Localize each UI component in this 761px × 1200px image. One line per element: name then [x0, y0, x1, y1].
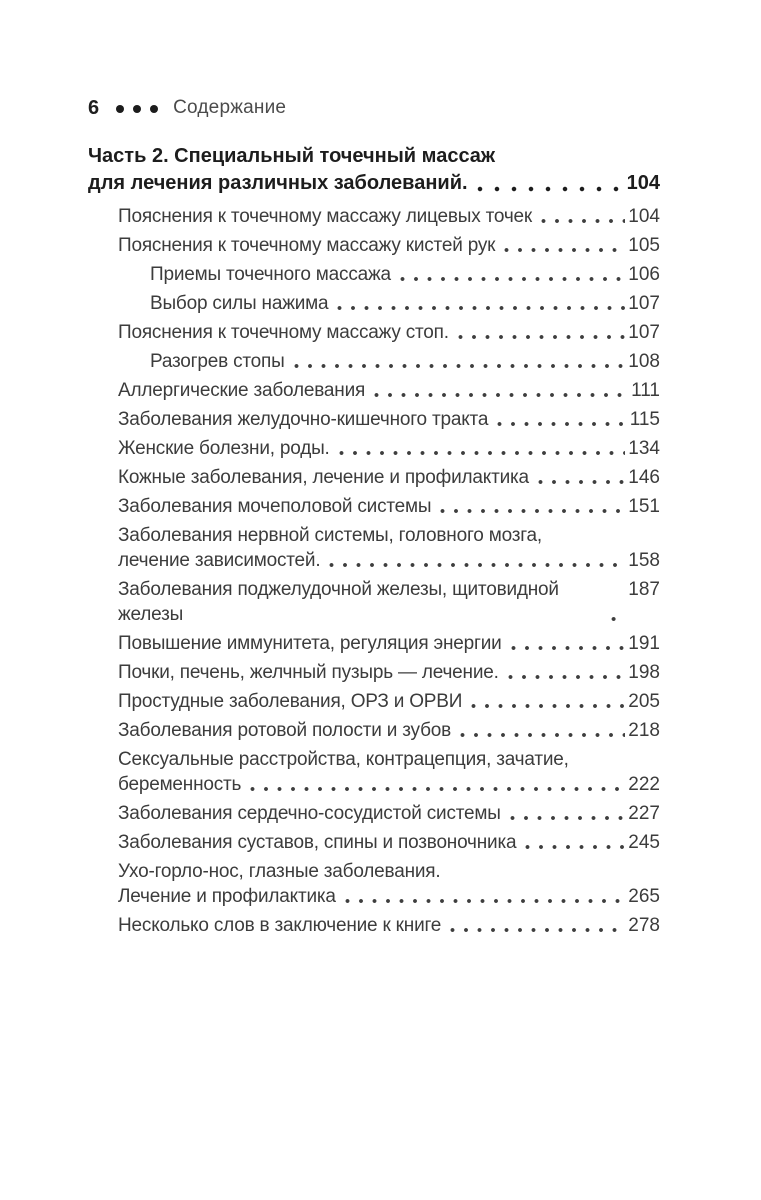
- entry-page-number: 107: [628, 322, 660, 343]
- dot-leader: [339, 450, 626, 456]
- entry-title: Разогрев стопы: [150, 351, 285, 372]
- entry-title: Несколько слов в заключение к книге: [118, 915, 442, 936]
- three-dots-ornament-icon: [116, 105, 158, 113]
- entry-title: беременность: [118, 774, 242, 795]
- toc-entry: [88, 830, 660, 855]
- toc-entry: [88, 436, 660, 461]
- entry-page-number: 218: [628, 720, 660, 741]
- running-head: [88, 95, 660, 121]
- dot-leader: [541, 218, 625, 224]
- entry-title: Заболевания нервной системы, головного мозга,: [118, 525, 542, 546]
- entry-title: Пояснения к точечному массажу кистей рук: [118, 235, 496, 256]
- dot-leader: [504, 247, 625, 253]
- entry-page-number: 278: [628, 915, 660, 936]
- running-title: Содержание: [173, 97, 287, 118]
- entry-title: Заболевания поджелудочной железы, щитовидной железы: [118, 579, 559, 625]
- dot-leader: [458, 334, 625, 340]
- entry-page-number: 158: [628, 550, 660, 571]
- entry-page-number: 104: [628, 206, 660, 227]
- toc-entry: [88, 689, 660, 714]
- entry-page-number: 108: [628, 351, 660, 372]
- entry-title: Заболевания сердечно-сосудистой системы: [118, 803, 501, 824]
- entry-title: Кожные заболевания, лечение и профилактика: [118, 467, 529, 488]
- dot-leader: [477, 186, 624, 192]
- toc-entry: [88, 631, 660, 656]
- dot-leader: [525, 844, 625, 850]
- toc-entry: [88, 494, 660, 519]
- entry-page-number: 198: [628, 662, 660, 683]
- dot-leader: [345, 898, 626, 904]
- toc-entry: [88, 320, 660, 345]
- table-of-contents: [88, 143, 660, 938]
- entry-title: Повышение иммунитета, регуляция энергии: [118, 633, 502, 654]
- toc-entry: [88, 204, 660, 229]
- dot-leader: [450, 927, 625, 933]
- entry-title: Приемы точечного массажа: [150, 264, 391, 285]
- entry-page-number: 107: [628, 293, 660, 314]
- toc-entry: [88, 291, 660, 316]
- dot-leader: [471, 703, 625, 709]
- toc-entry: [88, 577, 660, 627]
- toc-entry: [88, 859, 660, 909]
- entry-title: Сексуальные расстройства, контрацепция, зачатие,: [118, 749, 569, 770]
- entry-title: Ухо-горло-нос, глазные заболевания.: [118, 861, 441, 882]
- entry-page-number: 111: [631, 380, 660, 401]
- entry-title: Аллергические заболевания: [118, 380, 366, 401]
- toc-entry-list: [88, 204, 660, 938]
- toc-entry: [88, 913, 660, 938]
- entry-title: Выбор силы нажима: [150, 293, 329, 314]
- entry-title: Женские болезни, роды.: [118, 438, 330, 459]
- entry-title: Пояснения к точечному массажу стоп.: [118, 322, 449, 343]
- entry-page-number: 205: [628, 691, 660, 712]
- entry-title: Простудные заболевания, ОРЗ и ОРВИ: [118, 691, 463, 712]
- dot-leader: [329, 562, 625, 568]
- toc-entry: [88, 718, 660, 743]
- dot-leader: [511, 645, 626, 651]
- entry-title: Заболевания суставов, спины и позвоночника: [118, 832, 517, 853]
- entry-title: Лечение и профилактика: [118, 886, 336, 907]
- entry-page-number: 245: [628, 832, 660, 853]
- entry-title: Заболевания желудочно-кишечного тракта: [118, 409, 489, 430]
- toc-entry: [88, 465, 660, 490]
- dot-leader: [400, 276, 625, 282]
- entry-title: Заболевания мочеполовой системы: [118, 496, 432, 517]
- toc-entry: [88, 407, 660, 432]
- toc-entry: [88, 378, 660, 403]
- dot-leader: [497, 421, 626, 427]
- entry-page-number: 146: [628, 467, 660, 488]
- entry-page-number: 105: [628, 235, 660, 256]
- toc-entry: [88, 349, 660, 374]
- dot-leader: [460, 732, 625, 738]
- toc-entry: [88, 801, 660, 826]
- entry-title: лечение зависимостей.: [118, 550, 321, 571]
- entry-page-number: 191: [628, 633, 660, 654]
- toc-entry: [88, 747, 660, 797]
- entry-page-number: 187: [628, 579, 660, 600]
- dot-leader: [510, 815, 626, 821]
- entry-page-number: 115: [629, 409, 660, 430]
- dot-leader: [294, 363, 626, 369]
- entry-title: Заболевания ротовой полости и зубов: [118, 720, 452, 741]
- dot-leader: [508, 674, 626, 680]
- dot-leader: [611, 616, 625, 622]
- entry-page-number: 227: [628, 803, 660, 824]
- part-heading-page-number: 104: [626, 172, 660, 194]
- part-heading-line1: Часть 2. Специальный точечный массаж: [88, 145, 496, 167]
- dot-leader: [538, 479, 625, 485]
- entry-title: Почки, печень, желчный пузырь — лечение.: [118, 662, 499, 683]
- entry-page-number: 265: [628, 886, 660, 907]
- entry-title: Пояснения к точечному массажу лицевых точек: [118, 206, 533, 227]
- entry-page-number: 222: [628, 774, 660, 795]
- toc-entry: [88, 233, 660, 258]
- entry-page-number: 134: [628, 438, 660, 459]
- entry-page-number: 151: [628, 496, 660, 517]
- dot-leader: [440, 508, 625, 514]
- dot-leader: [250, 786, 625, 792]
- entry-page-number: 106: [628, 264, 660, 285]
- toc-part-heading: [88, 143, 660, 197]
- dot-leader: [374, 392, 628, 398]
- page-number: 6: [88, 96, 100, 119]
- toc-entry: [88, 523, 660, 573]
- dot-leader: [337, 305, 625, 311]
- part-heading-line2: для лечения различных заболеваний.: [88, 172, 468, 194]
- toc-entry: [88, 660, 660, 685]
- toc-entry: [88, 262, 660, 287]
